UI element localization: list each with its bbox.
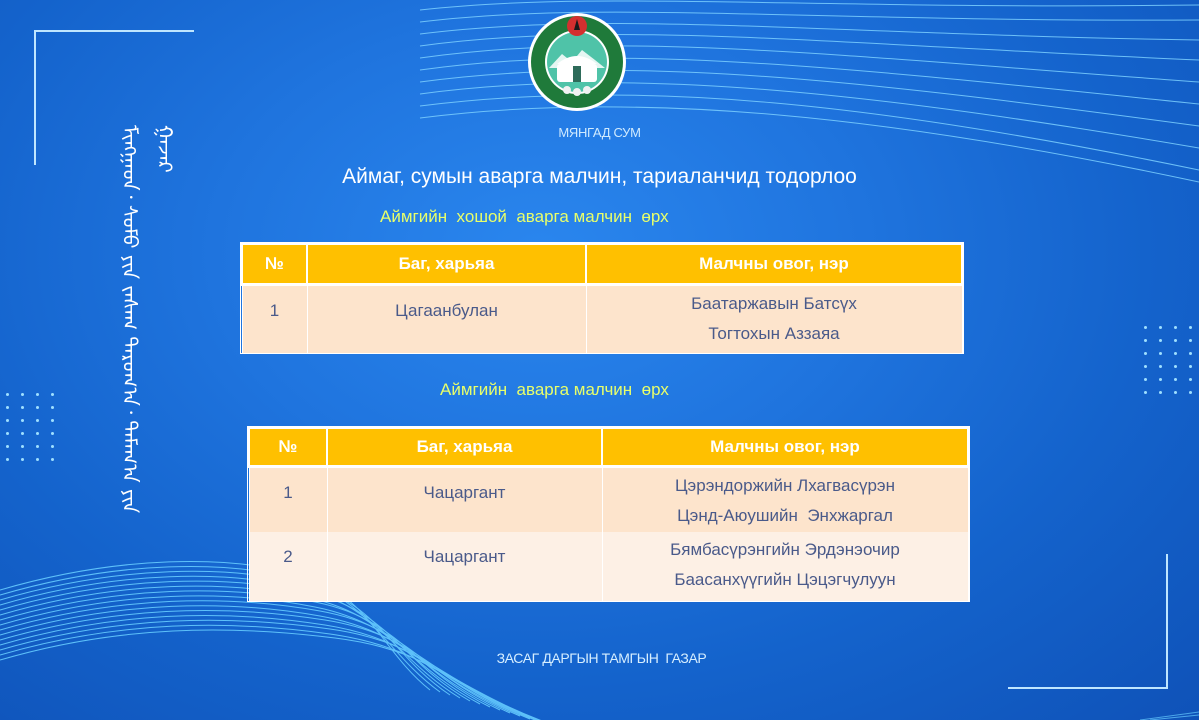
section-title-double-champion-households: Аймгийн хошой аварга малчин өрх — [380, 207, 669, 226]
column-header-bag: Баг, харьяа — [307, 244, 586, 284]
table-header-row — [242, 244, 962, 284]
column-header-number: № — [242, 244, 307, 284]
row-bag: Цагаанбулан — [307, 284, 586, 353]
row-number: 1 — [249, 466, 327, 532]
row-bag: Чацаргант — [327, 466, 602, 532]
row-number: 2 — [249, 532, 327, 601]
emblem-caption: МЯНГАД СУМ — [558, 125, 641, 140]
decorative-corner-frame-bottom-right — [1008, 554, 1168, 689]
herder-name: Баатаржавын Батсүх — [691, 293, 857, 313]
herder-name: Бямбасүрэнгийн Эрдэнэочир — [670, 540, 900, 559]
row-herder-names — [602, 532, 968, 601]
row-number: 1 — [242, 284, 307, 353]
mongolian-script-vertical-text: ᠮᠢᠩᠭᠠᠳ᠂ ᠰᠤᠮᠤ ᠶᠢᠨ ᠵᠠᠰᠠᠭ ᠳᠠᠷᠤᠭ᠎ᠠ᠂ ᠲᠠᠮᠠᠭ᠎ᠠ ᠶᠢᠨ ᠭᠠᠵᠠᠷ — [118, 125, 177, 514]
herder-name: Цэнд-Аюушийн Энхжаргал — [677, 505, 893, 525]
footer-organization-name: ЗАСАГ ДАРГЫН ТАМГЫН ГАЗАР — [496, 650, 707, 666]
table-row — [249, 466, 968, 532]
champion-herders-table — [248, 427, 969, 601]
column-header-herder-name: Малчны овог, нэр — [602, 428, 968, 466]
column-header-number: № — [249, 428, 327, 466]
decorative-dot-grid-left — [6, 393, 55, 462]
page-title: Аймаг, сумын аварга малчин, тариаланчид тодорлоо — [342, 165, 857, 188]
herder-name: Цэрэндоржийн Лхагвасүрэн — [674, 475, 895, 495]
row-herder-names — [602, 466, 968, 532]
table-row — [242, 284, 962, 353]
table-header-row — [249, 428, 968, 466]
row-herder-names — [586, 284, 962, 353]
section-title-champion-households: Аймгийн аварга малчин өрх — [440, 380, 669, 399]
decorative-dot-grid-right — [1144, 326, 1193, 395]
herder-name: Баасанхүүгийн Цэцэгчулуун — [674, 570, 896, 589]
double-champion-herders-table — [241, 243, 963, 353]
row-bag: Чацаргант — [327, 532, 602, 601]
herder-name: Тогтохын Аззаяа — [708, 323, 840, 343]
column-header-herder-name: Малчны овог, нэр — [586, 244, 962, 284]
table-row — [249, 532, 968, 601]
column-header-bag: Баг, харьяа — [327, 428, 602, 466]
soum-emblem-logo — [527, 12, 627, 112]
